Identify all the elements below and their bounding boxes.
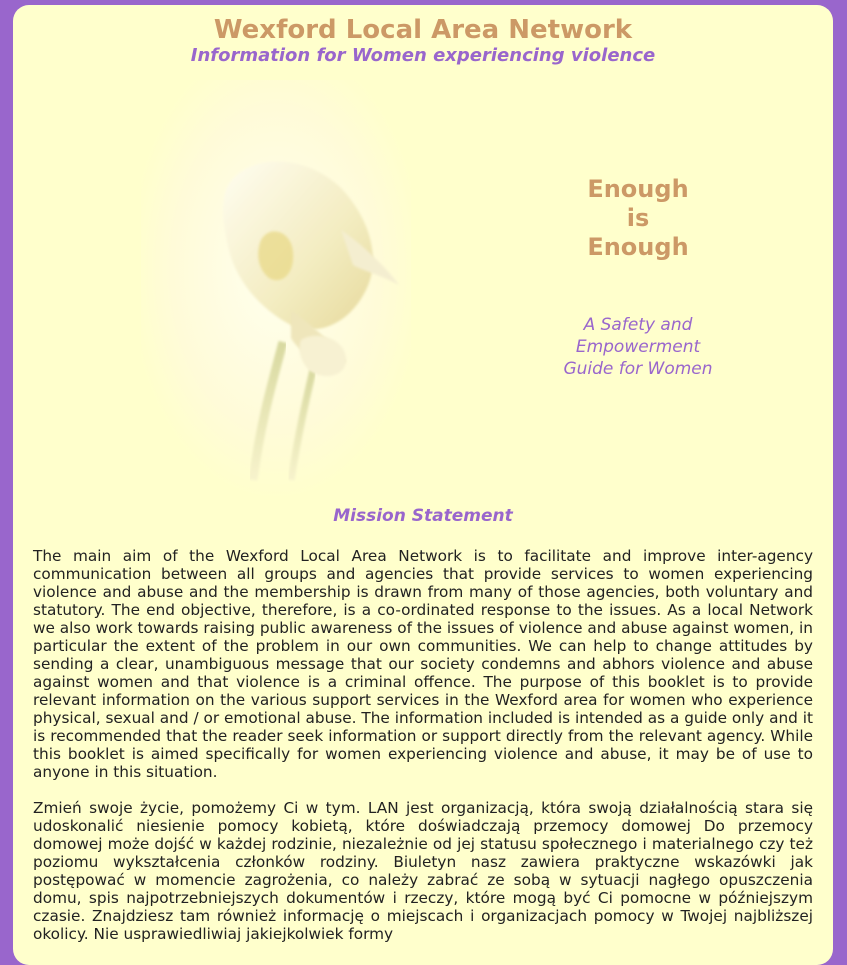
mission-paragraph-english: The main aim of the Wexford Local Area Network is to facilitate and improve inter-agency communication between all groups and agencies that provide services to women experiencing violence and abuse and the membership is drawn from many of those agencies, both voluntary and statutory. The end objective, therefore, is a co-ordinated response to the issues. As a local Network we also work towards raising public awareness of the issues of violence and abuse against women, in particular the extent of the problem in our own communities. We can help to change attitudes by sending a clear, unambiguous message that our society condemns and abhors violence and abuse against women and that violence is a criminal offence. The purpose of this booklet is to provide relevant information on the various support services in the Wexford area for women who experience physical, sexual and / or emotional abuse. The information included is intended as a guide only and it is recommended that the reader seek information or support directly from the relevant agency. While this booklet is aimed specifically for women experiencing violence and abuse, it may be of use to anyone in this situation. <box>33 547 813 781</box>
calla-lily-icon <box>141 80 411 500</box>
content-card <box>13 5 833 965</box>
mission-paragraph-polish: Zmień swoje życie, pomożemy Ci w tym. LAN jest organizacją, która swoją działalnością stara się udoskonalić niesienie pomocy kobietą, które doświadczają przemocy domowej Do przemocy domowej może dojść w każdej rodzinie, niezależnie od jej statusu społecznego i materialnego czy też poziomu wykształcenia członków rodziny. Biuletyn nasz zawiera praktyczne wskazówki jak postępować w momencie zagrożenia, co należy zabrać ze sobą w sytuacji nagłego opuszczenia domu, spis najpotrzebniejszych dokumentów i rzeczy, które mogą być Ci pomocne w późniejszym czasie. Znajdziesz tam również informację o miejscach i organizacjach pomocy w Twojej najbliższej okolicy. Nie usprawiedliwiaj jakiejkolwiek formy <box>33 799 813 943</box>
tagline-line: Guide for Women <box>563 359 713 379</box>
mission-heading: Mission Statement <box>333 506 513 526</box>
page-title: Wexford Local Area Network <box>213 15 633 45</box>
tagline-line: A Safety and <box>583 315 693 335</box>
headline-line: is <box>626 204 650 232</box>
tagline-line: Empowerment <box>575 337 701 357</box>
mission-body <box>33 547 813 961</box>
headline <box>533 175 743 262</box>
page-subtitle: Information for Women experiencing violence <box>190 45 656 66</box>
tagline <box>533 314 743 380</box>
headline-line: Enough <box>587 233 689 261</box>
headline-line: Enough <box>587 175 689 203</box>
